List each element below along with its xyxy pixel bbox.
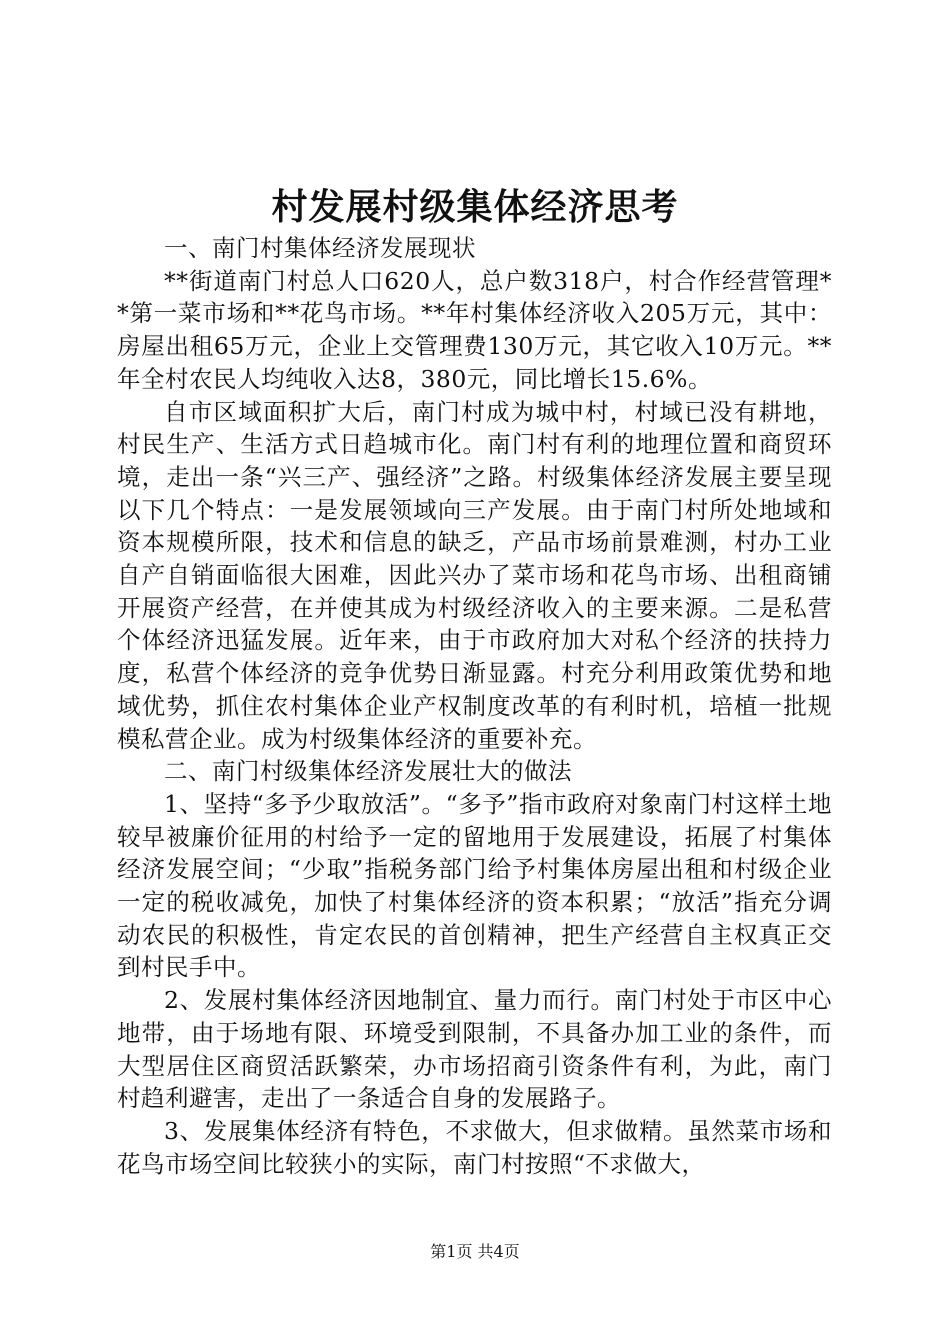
paragraph-2: 自市区域面积扩大后，南门村成为城中村，村域已没有耕地，村民生产、生活方式日趋城市化。南门村有利的地理位置和商贸环境，走出一条“兴三产、强经济”之路。村级集体经济发展主要呈现以下几个特点：一是发展领域向三产发展。由于南门村所处地域和资本规模所限，技术和信息的缺乏，产品市场前景难测，村办工业自产自销面临很大困难，因此兴办了菜市场和花鸟市场、出租商铺开展资产经营，在并使其成为村级经济收入的主要来源。二是私营个体经济迅猛发展。近年来，由于市政府加大对私个经济的扶持力度，私营个体经济的竞争优势日渐显露。村充分利用政策优势和地域优势，抓住农村集体企业产权制度改革的有利时机，培植一批规模私营企业。成为村级集体经济的重要补充。 bbox=[117, 397, 832, 753]
document-title: 村发展村级集体经济思考 bbox=[271, 186, 679, 228]
paragraph-1: **街道南门村总人口620人，总户数318户，村合作经营管理**第一菜市场和**花鸟市场。**年村集体经济收入205万元，其中：房屋出租65万元，企业上交管理费130万元，其它收入10万元。**年全村农民人均纯收入达8，380元，同比增长15.6%。 bbox=[117, 266, 832, 393]
paragraph-3: 1、坚持“多予少取放活”。“多予”指市政府对象南门村这样土地较早被廉价征用的村给予一定的留地用于发展建设，拓展了村集体经济发展空间；“少取”指税务部门给予村集体房屋出租和村级企业一定的税收减免，加快了村集体经济的资本积累；“放活”指充分调动农民的积极性，肯定农民的首创精神，把生产经营自主权真正交到村民手中。 bbox=[117, 789, 832, 982]
paragraph-4: 2、发展村集体经济因地制宜、量力而行。南门村处于市区中心地带，由于场地有限、环境受到限制，不具备办加工业的条件，而大型居住区商贸活跃繁荣，办市场招商引资条件有利，为此，南门村趋利避害，走出了一条适合自身的发展路子。 bbox=[117, 986, 832, 1113]
page-footer: 第1页 共4页 bbox=[430, 1242, 520, 1261]
section-heading-1: 一、南门村集体经济发展现状 bbox=[164, 234, 476, 262]
document-body bbox=[117, 232, 832, 1180]
paragraph-5: 3、发展集体经济有特色，不求做大，但求做精。虽然菜市场和花鸟市场空间比较狭小的实际，南门村按照“不求做大， bbox=[117, 1116, 832, 1178]
section-heading-2: 二、南门村级集体经济发展壮大的做法 bbox=[164, 757, 572, 786]
